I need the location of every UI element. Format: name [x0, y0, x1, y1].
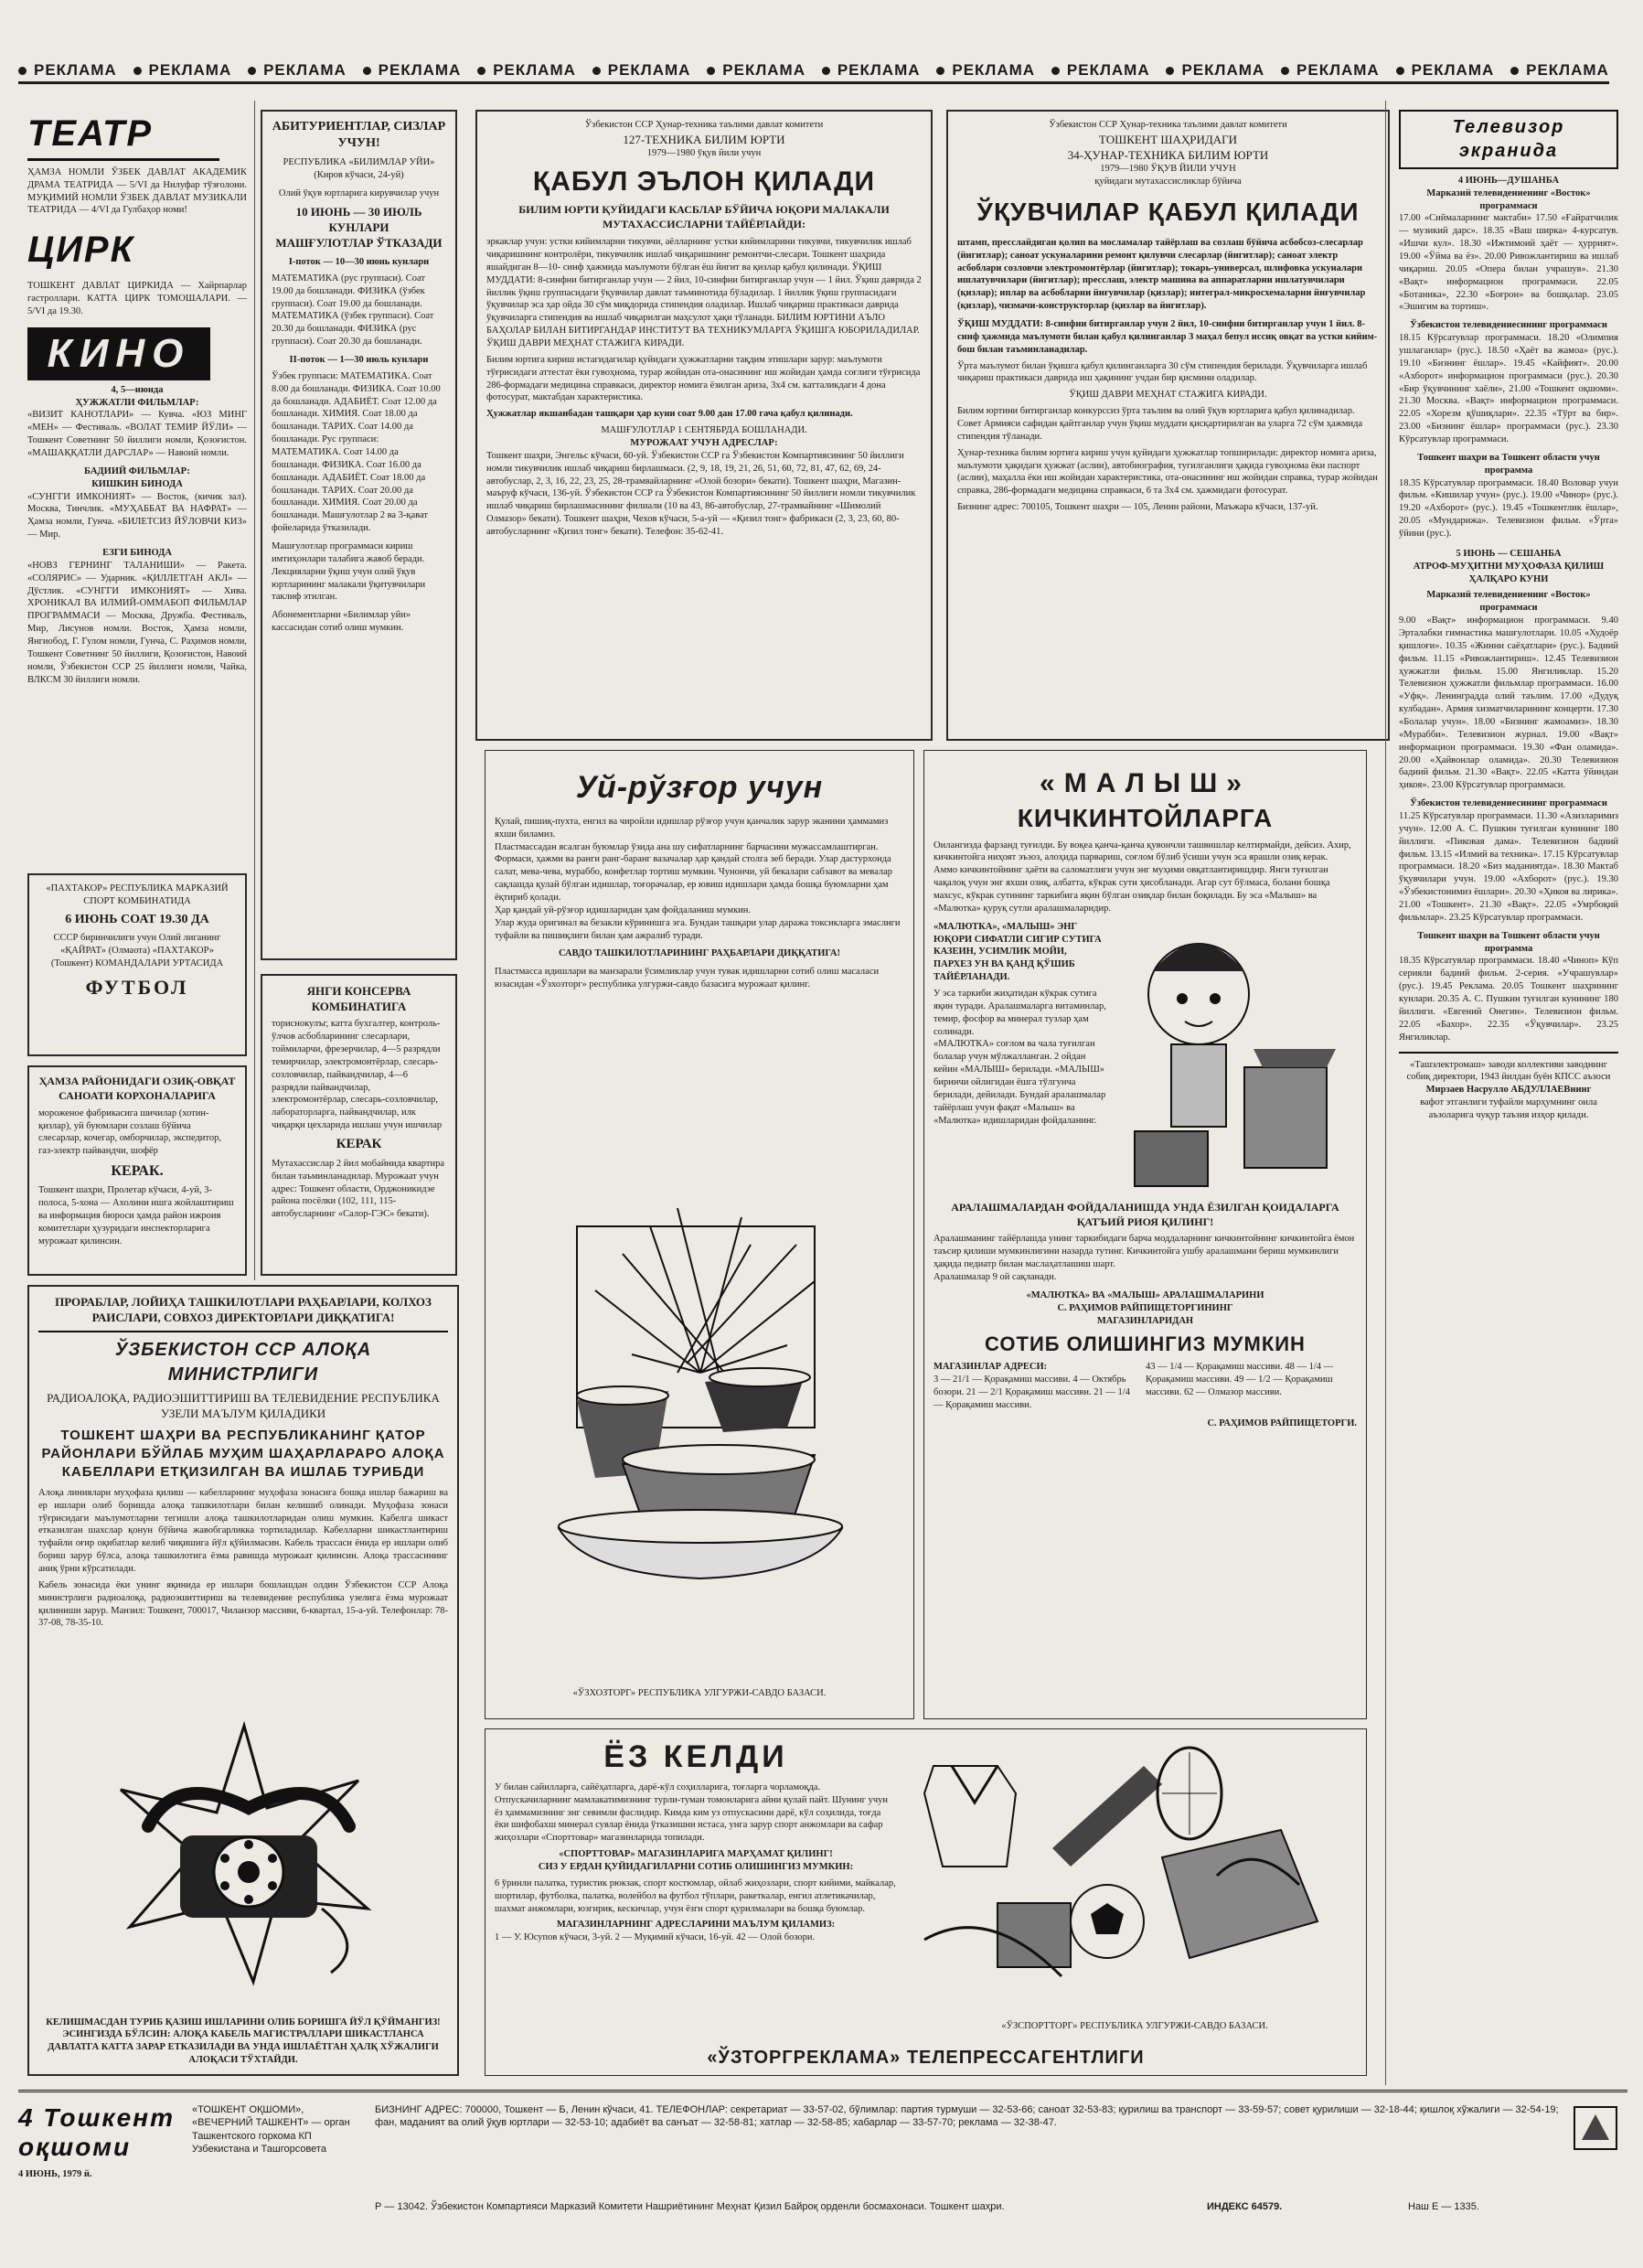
- adbar-label: РЕКЛАМА: [1526, 60, 1609, 79]
- applicants-stream-2: II-поток — 1—30 июль кунлари: [289, 355, 429, 365]
- tv-central-program-2: 9.00 «Вақт» информацион программаси. 9.40 Эрталабки гимнастика машғулотлари. 10.05 «Худоёр қишлоғи». 10.35 «Жинни саёҳатлари» (рус.). Бадиий фильм. 11.15 «Ривожлантириш». 12.45 Телевизион ҳужжатли фильм. 15.00 Янгиликлар. 15.20 Телевизион ҳужжатли фильмлар программаси. 16.00 «Уфқ». Ленинградда олий таълим. 17.00 «Дудуқ кулбадан». Армия хизматчиларининг концерти. 17.30 «Болалар учун». 18.00 «Бизнинг жамоамиз». 18.30 «Мурабби». Телевизион журнал. 19.00 «Вақт» информацион программаси. 19.30 «Фан оламида». 20.00 «Ҳайвонлар оламида». 20.30 Телевизион бадиий фильм. 21.30 «Вақт». 22.05 «Катта ўйиндан ҳикоя». 23.00 Кўрсатувлар программаси.: [1399, 615, 1618, 791]
- food-industry-jobs-ad: [27, 1065, 247, 1276]
- cannery-jobs-ad: [261, 974, 457, 1276]
- applicants-program-note: Машғулотлар программаси кириш имтиҳонлари талабига жавоб беради. Лекцияларни ўқиш учун олий ўқув юртларининг малакали ўқитувчилари таклиф этилган.: [272, 541, 426, 603]
- kino-winter-text: «СУНГГИ ИМКОНИЯТ» — Восток, (кичик зал). Москва, Тинчлик. «МУҲАББАТ ВА НАФРАТ» — Ҳамза номли, Гунча. «БИЛЕТСИЗ ЙЎЛОВЧИ КИЗ» — Мир.: [27, 491, 247, 540]
- adbar-label: РЕКЛАМА: [34, 60, 117, 79]
- malysh-brand: «МАЛЫШ»: [1040, 768, 1251, 798]
- household-p2: Пластмассадан ясалган буюмлар ўзида ана шу сифатларнинг барчасини мужассамлаштирган.: [495, 841, 879, 852]
- tech34-term: ЎҚИШ МУДДАТИ: 8-синфни битирганлар учун 2 йил, 10-синфни битирганлар учун 1 йил. 8-синф ҳажмида маълумоти билан қабул қилинганлар 3 маҳал бепул иссиқ овқат ва устки кийим-бош билан таъминланадилар.: [957, 319, 1378, 355]
- tech34-body: штамп, пресслайдиган қолип ва мосламалар тайёрлаш ва созлаш бўйича асбобсоз-слесарлар (йигитлар); саноат ускуналарини ремонт қилувчи слесарлар (йигитлар); саноат электр асбоблари созловчи электромонтёрлар (йигитлар); токарь-универсал, шлифовка ускуналари ишлатувчилари (йигитлар); пресслаш, электр машина ва аппаратларни ишлатувчилари (қизлар); иплар ва асбобларни йиғувчилар (қизлар); интеграл-микросхемаларни йиғувчилар (қизлар), чизмачи-конструкторлар (қизлар ва йигитлар).: [957, 237, 1366, 312]
- tv-tashkent-head: Тошкент шаҳри ва Тошкент области учун программа: [1417, 452, 1600, 476]
- adbar-label: РЕКЛАМА: [263, 60, 347, 79]
- applicants-stream-1-schedule: МАТЕМАТИКА (рус группаси). Соат 19.00 да бошланади. ФИЗИКА (ўзбек группаси). Соат 19.00 да бошланади. МАТЕМАТИКА (ўзбек группаси). Соат 20.30 да бошланади. ФИЗИКА (рус группаси). Соат 20.30 да бошланади.: [272, 273, 434, 348]
- malysh-buy: СОТИБ ОЛИШИНГИЗ МУМКИН: [985, 1332, 1306, 1356]
- tech127-lead: БИЛИМ ЮРТИ ҚУЙИДАГИ КАСБЛАР БЎЙИЧА ЮҚОРИ МАЛАКАЛИ МУТАХАССИСЛАРНИ ТАЙЁРЛАЙДИ:: [518, 203, 890, 231]
- summer-address-head: МАГАЗИНЛАРНИНГ АДРЕСЛАРИНИ МАЪЛУМ ҚИЛАМИЗ:: [556, 1920, 836, 1931]
- telephone-star-illustration: [93, 1717, 395, 1991]
- adbar-label: РЕКЛАМА: [837, 60, 921, 79]
- issue-date: 4 ИЮНЬ, 1979 й.: [18, 2169, 92, 2179]
- tv-date-monday: 4 ИЮНЬ—ДУШАНБА: [1457, 175, 1560, 186]
- cannery-title: ЯНГИ КОНСЕРВА КОМБИНАТИГА: [306, 984, 411, 1014]
- food-industry-needed: КЕРАК.: [111, 1163, 164, 1180]
- adbar-label: РЕКЛАМА: [493, 60, 576, 79]
- food-industry-address: Тошкент шаҳри, Пролетар кўчаси, 4-уй, 3-полоса, 5-хона — Ахолини ишга жойлаштириш ва информация бюроси ҳамда район ижроия комитетлари ҳузуридаги инспекторларига мурожаат қилинсин.: [38, 1185, 234, 1246]
- malysh-baby-food-ad: [923, 750, 1367, 1719]
- summer-call-2: СИЗ У ЕРДАН ҚУЙИДАГИЛАРНИ СОТИБ ОЛИШИНГИЗ МУМКИН:: [538, 1862, 854, 1873]
- publisher-info: «ТОШКЕНТ ОҚШОМИ», «ВЕЧЕРНИЙ ТАШКЕНТ» — орган Ташкентского горкома КП Узбекистана и Ташгорсовета: [192, 2104, 350, 2155]
- summer-headline: ЁЗ КЕЛДИ: [603, 1739, 788, 1774]
- summer-address: 1 — У. Юсупов кўчаси, 3-уй. 2 — Муқимий кўчаси, 16-уй. 42 — Олой бозори.: [495, 1932, 816, 1943]
- malysh-address-right: 43 — 1/4 — Қорақамиш массиви. 48 — 1/4 — Қорақамиш массиви. 49 — 1/2 — Қорақамиш массиви. 62 — Олмазор массиви.: [1146, 1362, 1334, 1398]
- tv-tashkent-program: 18.35 Кўрсатувлар программаси. 18.40 Воловар учун фильм. «Кишилар учун» (рус.). 19.00 «Чинор» (рус.). 19.20 «Ахборот» (рус.). 19.45 «Тошкентлик ёшлар», 20.05 «Мундарижа». Телевизион фильм. «Ўрта» ўйини (рус.).: [1399, 477, 1618, 539]
- applicants-courses-ad: [261, 110, 457, 960]
- bullet-icon: [363, 67, 371, 75]
- applicants-classes: МАШҒУЛОТЛАР ЎТКАЗАДИ: [275, 235, 443, 250]
- applicants-dates: 10 ИЮНЬ — 30 ИЮЛЬ КУНЛАРИ: [295, 204, 422, 234]
- ad-agency: «ЎЗТОРГРЕКЛАМА» ТЕЛЕПРЕССАГЕНТЛИГИ: [707, 2047, 1145, 2068]
- newspaper-footer: [18, 2090, 1627, 2245]
- adbar-label: РЕКЛАМА: [1181, 60, 1265, 79]
- tech34-graduates: Билим юртини битирганлар конкурссиз ўрта таълим ва олий ўқув юртларига қабул қилинадилар. Совет Армияси сафидан қайтганлар учун ўқиш муддати қисқартирилган ва уларга 72 сўм ҳажмида стипендия тўланади.: [957, 406, 1363, 442]
- tech34-documents: Ҳунар-техника билим юртига кириш учун қуйидаги ҳужжатлар топширилади: директор номига ариза, маълумоти ҳақидаги ҳужжат (аслии), автобиография, тугилганлиги ҳақида гувоҳнома ёки паспорт (аслии), маҳалла ёки иш жойидан характеристика, ота-онасининг иш жойидан справка, турар жойидан справка, 286-формадаги медицина справкаси, 6 та 3х4 см. ҳажмидаги фотосурат.: [957, 447, 1378, 497]
- tv-tashkent-head-2: Тошкент шаҳри ва Тошкент области учун программа: [1417, 930, 1600, 954]
- applicants-subtitle: РЕСПУБЛИКА «БИЛИМЛАР УЙИ» (Киров кўчаси, 24-уй): [283, 156, 435, 180]
- tv-logo: Телевизор экранида: [1399, 110, 1618, 169]
- malysh-slogan: «МАЛЮТКА», «МАЛЫШ» ЭНГ ЮҚОРИ СИФАТЛИ СИГИР СУТИГА КАЗЕИН, УСИМЛИК МОЙИ, ПАРХЕЗ УН ВА ҚАНД ҚЎШИБ ТАЙЁРЛАНАДИ.: [934, 921, 1102, 983]
- bullet-icon: [1510, 67, 1519, 75]
- tv-uz-head: Ўзбекистон телевидениесининг программаси: [1410, 320, 1607, 331]
- adbar-label: РЕКЛАМА: [378, 60, 462, 79]
- tech34-headline: ЎҚУВЧИЛАР ҚАБУЛ ҚИЛАДИ: [976, 197, 1360, 226]
- malysh-p4: «МАЛЮТКА» соғлом ва чала туғилган болалар учун мўлжалланган. 2 ойдан кейин «МАЛЫШ» берилади. «МАЛЫШ» биринчи ойлигидан ёшга тўлгунча берилади, дейилади. Бундай аралашмалар тайёрлаш учун фақат «Малыш» ва «Малютка» идишларидан фойдаланинг.: [934, 1039, 1106, 1126]
- tech127-headline: ҚАБУЛ ЭЪЛОН ҚИЛАДИ: [532, 166, 876, 197]
- obituary-tail: вафот этганлиги туфайли марҳумнинг оила аъзоларига чуқур таъзия изҳор қилади.: [1420, 1097, 1597, 1120]
- household-p6: Пластмасса идишлари ва манзарали ўсимликлар учун тувак идишларни сотиб олиш масаласи юзасидан «Ўзхозторг» республика улгуржи-савдо базасига мурожаат қилинг.: [495, 967, 880, 990]
- tech127-body: эркаклар учун: устки кийимларни тикувчи, аёлларнинг устки кийимларини тикувчи, тикувчилик ишлаб чиқаришнинг контролёри, тикувчилик ишлаб чиқаришнинг ремонтчи-слесари. Тошкент шаҳрида яшайдиган 8—10- синф ҳажмида маълумоти бўлган ёш йигит ва қизлар қабул қилинади. ЎҚИШ МУДДАТИ: 8-синфни битирганлар учун — 2 йил, 10-синфни битирганлар учун — 1 йил. Ўқиш даврида 2 йиллик ўқиш группасидаги ўқувчилар давлат таъминотида бўладилар. 1 йиллик ўқиш группасидаги ўқувчилар эса ҳар ойда 30 сўм миқдорида стипендия оладилар. Ишлаб чиқариш практикаси даврида ўқувчиларга стипендия ва ишлаб чиқарилган маҳсулот ҳақи тўланади. БИЛИМ ЮРТИНИ АЪЛО БАҲОЛАР БИЛАН БИТИРГАНДАР ИНСТИТУТ ВА ТЕХНИКУМЛАРГА ЎҚИШГА ЮБОРИЛАДИЛАР. ЎҚИШ ДАВРИ МЕҲНАТ СТАЖИГА КИРАДИ.: [486, 237, 922, 348]
- cannery-text-2: Мутахассислар 2 йил мобайнида квартира билан таъминланадилар. Мурожаат учун адрес: Тошкент области, Орджоникидзе района посёлки (102, 111, 115-автобусларнинг «Салор-ГЭС» бекати).: [272, 1158, 445, 1220]
- advertising-bar: [18, 59, 1609, 84]
- household-call: САВДО ТАШКИЛОТЛАРИНИНГ РАҲБАРЛАРИ ДИҚҚАТИГА!: [558, 948, 841, 959]
- tech-school-127-ad: [475, 110, 933, 741]
- malysh-headline: КИЧКИНТОЙЛАРГА: [1017, 803, 1274, 832]
- circus-logo: ЦИРК: [27, 230, 135, 271]
- tech127-institution: 127-ТЕХНИКА БИЛИМ ЮРТИ: [623, 132, 785, 146]
- masthead-page-number: 4: [18, 2103, 35, 2132]
- circus-text: ТОШКЕНТ ДАВЛАТ ЦИРКИДА — Хайрпарлар гастроллари. КАТТА ЦИРК ТОМОШАЛАРИ. — 5/VI да 19.30.: [27, 281, 247, 316]
- communications-body: Алоқа линиялари муҳофаза қилиш — кабелларнинг муҳофаза зонасига бошқа ишлар бажариш ва ер ишлари олиб боришда алоқа ташкилотлари билан келишиб олинади. Муҳофаза зонаси тўғрисидаги маълумотларни тегишли алоқа ташкилотларидан олиш мумкин. Кабелга шикаст етказилган шахслар қонун бўйича жавобгарликка тортиладилар. Кабелларни шикастлантириш туфайли оғир оқибатлар келиб чиқишига йўл қўйилмасин. Кабель трассаси ёнида ер ишлари олиб бориш зарур бўлса, алоқа ташкилотига ёзма равишда мурожаат қилинсин. Алоқа трассасининг аниқ ўрни кўрсатилади.: [38, 1487, 448, 1574]
- summer-call: «СПОРТТОВАР» МАГАЗИНЛАРИГА МАРҲАМАТ ҚИЛИНГ!: [559, 1849, 833, 1860]
- tv-uz-program-2: 11.25 Кўрсатувлар программаси. 11.30 «Азизларимиз учун». 12.00 А. С. Пушкин туғилган кунининг 180 йиллиги. «Пиковая дама». Телевизион бадиий фильм. 13.15 «Илмий ва техника». 17.15 Кўрсатувлар программаси. 18.20 «Биз маданиятда». 18.30 Мактаб ўқувчилари учун. 19.00 «Ахборот» (рус.). 19.30 «Ўзбекистонимиз ёшлари». 20.30 «Ҳикоя ва лирика». 21.00 «Тошкент». 21.30 «Вақт». 22.05 «Умрбоқий фильмлар». 23.25 Кўрсатувлар программаси.: [1399, 811, 1618, 923]
- malysh-p1: Оилангизда фарзанд туғилди. Бу воқеа қанча-қанча қувончли ташвишлар келтирмайди, дейсиз. Ахир, кичкинтойга ниҳоят эъзоз, алоҳида парвариш, соғлом бўлиб ўсиши учун эса ярашли озиқ керак.: [934, 840, 1351, 863]
- tech127-address: Тошкент шаҳри, Энгельс кўчаси, 60-уй. Ўзбекистон ССР га Ўзбекистон Компартиясининг 50 йиллиги номли тикувчилик ишлаб чиқариш бирлашмаси. (2, 9, 18, 19, 21, 26, 51, 60, 72, 81, 47, 62, 69, 24-автобуслар, 2, 3, 16, 22, 23, 25, 28-трамвайларнинг «Олой бозори» бекати). Тошкент шаҳри, Магазин-маъруф кўчаси, 136-уй. Ўзбекистон ССР га Ўзбекистон Компартиясининг 50 йиллиги номли тикувчилик ишлаб чиқариш бирлашмасининг филиали (10 ва 43, 86-автобуслар, 27-трамвайнинг «Шимолий Олмазор» бекати). Тошкент шаҳри, Чехов кўчаси, 5-а-уй — «Қизил тонг» фабрикаси (2, 3, 23, 60, 80-автобусларнинг «Қизил тонг» бекати). Телефон: 35-62-41.: [486, 450, 916, 538]
- sports-equipment-illustration: [915, 1738, 1354, 2013]
- summer-sports-ad: [485, 1728, 1367, 2076]
- kino-summer-text: «НОВЗ ГЕРНИНГ ТАЛАНИШИ» — Ракета. «СОЛЯРИС» — Ударник. «ҚИЛЛЕТГАН АКЛ» — Дўстлик. «СУНГГИ ИМКОНИЯТ» — Хива. ХРОНИКАЛ ВА ИЛМИЙ-ОММАБОП ФИЛЬМЛАР ПРОГРАММАСИ — Москва, Дружба. Фестиваль, Мир, Лисунов номли. Восток, Ҳамза номли, Янгиобод, Г. Гулом номли, Гунча, С. Раҳимов номли, Тошкент Советнинг 50 йиллиги, Қозоғистон, Навоий номли, Ўзбекистон ССР 25 йиллиги номли, Чайка, ВЛКСМ 30 йиллиги номли.: [27, 560, 247, 685]
- household-p4: Ҳар қандай уй-рўзғор идишларидан ҳам фойдаланиш мумкин.: [495, 904, 752, 915]
- kino-feature-head: БАДИИЙ ФИЛЬМЛАР:: [84, 465, 190, 476]
- cannery-text: ториснокулъг, катта бухгалтер, контроль-ўлчов асбобларининг слесарлари, тоймиларчи, фрезерчилар, 4—5 разрядли темирчилар, электромонтёрлар, слесарь-созловчилар, пайвандчилар, 4—6 разрядли пайвандчилар, электромонтёрлар, слесарь-созловчилар, лабораторларга, пайвандчилар, илк чиқарқн цехларида ишлаш учун ишчилар: [272, 1019, 443, 1131]
- communications-lead: ТОШКЕНТ ШАҲРИ ВА РЕСПУБЛИКАНИНГ ҚАТОР РАЙОНЛАРИ БЎЙЛАБ МУҲИМ ШАҲАРЛАРАРО АЛОҚА КАБЕЛЛАРИ ЕТҚИЗИЛГАН ВА ИШЛАБ ТУРИБДИ: [41, 1428, 445, 1480]
- tech34-supervisor: Ўзбекистон ССР Ҳунар-техника таълими давлат комитети: [1049, 120, 1287, 130]
- household-p1: Қулай, пишиқ-пухта, енгил ва чиройли идишлар рўзғор учун қанчалик зарур эканини ҳаммамиз яхши биламиз.: [495, 816, 889, 840]
- tech127-address-head: МУРОЖААТ УЧУН АДРЕСЛАР:: [630, 438, 778, 449]
- obituary: [1399, 1052, 1618, 1122]
- communications-body-2: Кабель зонасида ёки унинг яқинида ер ишлари бошлашдан олдин Ўзбекистон ССР Алоқа министрлиги радиоалоқа, радиоэшиттириш ва телевидение республика узелига ёзма мурожаат қилиниши зарур. Манзил: Тошкент, 700017, Чиланзор массиви, 6-квартал, 15-а-уй. Телефонлар: 78-37-08, 78-35-10.: [38, 1579, 448, 1629]
- malysh-address-left: 3 — 21/1 — Қорақамиш массиви. 4 — Октябрь бозори. 21 — 2/1 Қорақамиш массиви. 21 — 1/4 — Қорақамиш массиви.: [934, 1375, 1130, 1410]
- adbar-label: РЕКЛАМА: [1411, 60, 1495, 79]
- adbar-label: РЕКЛАМА: [148, 60, 232, 79]
- tv-date-tuesday: 5 ИЮНЬ — СЕШАНБА: [1456, 548, 1562, 559]
- household-p5: Улар жуда оригинал ва безакли кўринишга эга. Бундан ташқари улар даража токсикларга эмаслиги туфайли ва пишиқлиги билан ҳам ажралиб туради.: [495, 917, 901, 941]
- tech34-stazh: ЎҚИШ ДАВРИ МЕҲНАТ СТАЖИГА КИРАДИ.: [1069, 390, 1267, 401]
- editorial-address: БИЗНИНГ АДРЕС: 700000, Тошкент — Б, Ленин кўчаси, 41. ТЕЛЕФОНЛАР: секретариат — 33-57-02, бўлимлар: партия турмуши — 32-53-66; саноат 32-53-83; қурилиш ва транспорт — 33-59-57; совет қурилиши — 32-18-44; қишлоқ хўжалиги — 32-54-19; фан, маданият ва олий ўқув юртлари — 32-53-10; адабиёт ва санъат — 32-58-81; хатлар — 32-58-85; хабарлар — 33-57-70; реклама — 32-38-47.: [375, 2104, 1559, 2129]
- tv-tashkent-program-2: 18.35 Кўрсатувлар программаси. 18.40 «Чиноп» Кўп серияли бадиий фильм. 2-серия. «Учрашувлар» (рус.). 19.45 Реклама. 20.05 Тошкент шаҳрининг кунлари. 20.35 А. С. Пушкин туғилган кунининг 180 йиллиги. «Евгений Онегин». Телевизион фильм. 22.05 «Бахор». 22.35 «Ўқувчилар». 23.25 Янгиликлар.: [1399, 956, 1618, 1043]
- pakhtakor-subtitle: СССР биринчилиги учун Олий лиганинг «ҚАЙРАТ» (Олмаота) «ПАХТАКОР» (Тошкент) КОМАНДАЛАРИ УРТАСИДА: [50, 933, 224, 968]
- adbar-label: РЕКЛАМА: [607, 60, 691, 79]
- obituary-text: «Ташэлектромаш» заводи коллективи заводнинг собиқ директори, 1943 йилдан буён КПСС аъзоси: [1406, 1059, 1611, 1083]
- column-rule: [254, 101, 255, 1280]
- tech34-years: 1979—1980 ЎҚУВ ЙИЛИ УЧУН: [1100, 164, 1236, 175]
- column-rule: [1385, 101, 1386, 2085]
- kino-date: 4, 5—июнда: [111, 384, 164, 395]
- tv-central-head-2: Марказий телевидениенинг «Восток» программаси: [1426, 590, 1591, 614]
- communications-ministry-ad: [27, 1285, 459, 2076]
- bullet-icon: [592, 67, 601, 75]
- household-headline: Уй-рўзғор учун: [575, 770, 824, 805]
- bullet-icon: [18, 67, 27, 75]
- household-base: «ЎЗХОЗТОРГ» РЕСПУБЛИКА УЛГУРЖИ-САВДО БАЗАСИ.: [572, 1688, 827, 1699]
- applicants-stream-2-schedule: Ўзбек группаси: МАТЕМАТИКА. Соат 8.00 да бошланади. ФИЗИКА. Соат 10.00 да бошланади. АДАБИЁТ. Соат 12.00 да бошланади. ХИМИЯ. Соат 18.00 да бошланади. ТАРИХ. Соат 14.00 да бошланади. Рус группаси: МАТЕМАТИКА. Соат 14.00 да бошланади. ФИЗИКА. Соат 16.00 да бошланади. АДАБИЁТ. Соат 18.00 да бошланади. ТАРИХ. Соат 20.00 да бошланади. ХИМИЯ. Соат 20.00 да бошланади. Машғулотлар 2 ва 3-қават фойеларида ўтказилади.: [272, 370, 441, 534]
- food-industry-text: мороженое фабрикасига шичилар (хотин-қизлар), уй буюмлари созлаш бўйича слесарлар, кочегар, омборчилар, экспедитор, газ-электр пайвандчи, шофёр: [38, 1107, 221, 1157]
- index-number: ИНДЕКС 64579.: [1207, 2201, 1283, 2212]
- tv-environment-day: АТРОФ-МУҲИТНИ МУҲОФАЗА ҚИЛИШ ҲАЛҚАРО КУНИ: [1413, 561, 1605, 584]
- pakhtakor-sport: ФУТБОЛ: [85, 975, 189, 999]
- pakhtakor-football-ad: [27, 873, 247, 1056]
- communications-ministry-title: ЎЗБЕКИСТОН ССР АЛОҚА МИНИСТРЛИГИ: [114, 1340, 372, 1385]
- bullet-icon: [936, 67, 944, 75]
- tech34-tail: қуйидаги мутахассисликлар бўйича: [1094, 177, 1242, 187]
- malysh-p5: Аралашманинг тайёрлашда унинг таркибидаги барча моддаларнинг кичкинтойнинг кичкинтойга ёмон таъсир қилиши мумкинлигини назарда тутинг. Кичкинтойга ушбу аралашмани бериш мумкинлиги ҳақида педиатр билан маслаҳатлашиш шарт.: [934, 1234, 1355, 1270]
- applicants-stream-1: I-поток — 10—30 июнь кунлари: [288, 256, 430, 267]
- tv-program-column: [1399, 110, 1618, 2076]
- kino-subhead: ҲУЖЖАТЛИ ФИЛЬМЛАР:: [75, 397, 199, 408]
- household-goods-ad: [485, 750, 914, 1719]
- pots-and-plants-illustration: [540, 1190, 860, 1610]
- food-industry-headline: ҲАМЗА РАЙОНИДАГИ ОЗИҚ-ОВҚАТ САНОАТИ КОРХОНАЛАРИГА: [38, 1075, 236, 1102]
- tech127-years: 1979—1980 ўқув йили учун: [646, 148, 762, 159]
- adbar-label: РЕКЛАМА: [1066, 60, 1150, 79]
- tech34-institution: 34-ҲУНАР-ТЕХНИКА БИЛИМ ЮРТИ: [1067, 148, 1269, 163]
- masthead-title: Тошкент оқшоми: [18, 2103, 175, 2161]
- tech127-documents: Билим юртига кириш истагидагилар қуйидаги ҳужжатларни тақдим этишлари зарур: маълумоти тўғрисидаги аттестат ёки гувоҳнома, турар жойидан ота-онасининг иш жойидан ҳамда соғлиги тўғрисида 286-формадаги медицина справкаси, директор номига ёзилган ариза, 3х4 см. катталикдаги 4 дона фотосурат, мактабдан характеристика.: [486, 354, 921, 403]
- tech34-stipend: Ўрта маълумот билан ўқишга қабул қилинганларга 30 сўм стипендия берилади. Ўқувчиларга ишлаб чиқариш практикаси даврида иш ҳақининг учдан бир қисмини оладилар.: [957, 360, 1368, 384]
- printing-info: Р — 13042. Ўзбекистон Компартияси Марказий Комитети Нашриётининг Меҳнат Қизил Байроқ орденли босмахонаси. Тошкент шаҳри.: [375, 2201, 1005, 2212]
- bullet-icon: [1281, 67, 1289, 75]
- communications-attention: ПРОРАБЛАР, ЛОЙИҲА ТАШКИЛОТЛАРИ РАҲБАРЛАРИ, КОЛХОЗ РАИСЛАРИ, СОВХОЗ ДИРЕКТОРЛАРИ ДИҚҚАТИГА!: [55, 1295, 432, 1325]
- bullet-icon: [133, 67, 142, 75]
- adbar-label: РЕКЛАМА: [952, 60, 1036, 79]
- kino-logo: КИНО: [27, 327, 210, 380]
- malysh-stores-head-3: МАГАЗИНЛАРИДАН: [1096, 1315, 1194, 1326]
- bullet-icon: [1396, 67, 1404, 75]
- malysh-p2: Аммо кичкинтойнинг ҳаёти ва саломатлиги учун энг муҳими овқатлантиришдир. Янги туғилган чақалоқ учун энг яхши озиқ, албатта, кўкрак сути ҳисобланади. Агар сут бўлмаса, болани бошқа махсус, кўкрак сутининг таркибига яқин бўлган озиқлар билан боқилади. Бу эса «Малыш» ва «Малютка» қуруқ сутли аралашмаларидир.: [934, 865, 1330, 914]
- tech34-city: ТОШКЕНТ ШАҲРИДАГИ: [1098, 132, 1238, 146]
- summer-base: «ЎЗСПОРТТОРГ» РЕСПУБЛИКА УЛГУРЖИ-САВДО БАЗАСИ.: [1001, 2021, 1268, 2031]
- malysh-p3: У эса таркиби жиҳатидан кўкрак сутига яқин туради. Аралашмаларга витаминлар, темир, фосфор ва минерал тузлар ҳам солинади.: [934, 989, 1106, 1037]
- applicants-title: АБИТУРИЕНТЛАР, СИЗЛАР УЧУН!: [272, 120, 446, 151]
- malysh-p6: Аралашмалар 9 ой сақланади.: [934, 1271, 1057, 1282]
- malysh-warning: АРАЛАШМАЛАРДАН ФОЙДАЛАНИШДА УНДА ЁЗИЛГАН ҚОИДАЛАРГА ҚАТЪИЙ РИОЯ ҚИЛИНГ!: [951, 1200, 1339, 1228]
- malysh-signature: С. РАҲИМОВ РАЙПИЩЕТОРГИ.: [1207, 1418, 1357, 1428]
- tech127-supervisor: Ўзбекистон ССР Ҳунар-техника таълими давлат комитети: [584, 120, 824, 130]
- emblem-icon: [1573, 2105, 1618, 2151]
- bullet-icon: [822, 67, 830, 75]
- obituary-name: Мирзаев Насрулло АБДУЛЛАЕВнинг: [1425, 1085, 1592, 1096]
- bullet-icon: [248, 67, 256, 75]
- pakhtakor-date: 6 ИЮНЬ СОАТ 19.30 ДА: [65, 912, 209, 926]
- tech127-start: МАШҒУЛОТЛАР 1 СЕНТЯБРДА БОШЛАНАДИ.: [601, 425, 807, 436]
- order-number: Наш Е — 1335.: [1408, 2201, 1479, 2212]
- applicants-intro: Олий ўқув юртларига кирувчилар учун: [278, 187, 440, 198]
- applicants-tickets-note: Абонементларни «Билимлар уйи» кассасидан сотиб олиш мумкин.: [272, 610, 411, 634]
- malysh-stores-head-1: «МАЛЮТКА» ВА «МАЛЫШ» АРАЛАШМАЛАРИНИ: [1026, 1289, 1264, 1300]
- malysh-stores-head-2: С. РАҲИМОВ РАЙПИЩЕТОРГИНИНГ: [1057, 1302, 1233, 1313]
- tv-uz-program: 18.15 Кўрсатувлар программаси. 18.20 «Олимпия ушлаганлар» (рус.). 18.50 «Ҳаёт ва жамоа» (рус.). 19.10 «Бизнинг ёшлар». 19.45 «Кайфият». 20.00 «Ахборот» информацион программаси (рус.). 20.30 «Бир ўқувчининг хаёли», 21.00 «Тошкент оқшоми». 21.30 Москва. «Вақт» информацион программаси. 22.05 «Хорезм қўшиқлари». 22.35 «Тўрт ва бир». 23.00 «Бизнинг ёшлар» программаси (рус.). 23.30 Кўрсатувлар программаси.: [1399, 333, 1618, 444]
- household-p3: Формаси, ҳажми ва ранги ранг-баранг вазачалар ҳар қандай столга зеб беради. Улар дастурхонда салат, мева-чева, мураббо, конфетлар тортиш мумкин. Чунончи, уй бекалари сабзавот ва мевалар сақлашда қулай бўлган идишлар, тоғорачалар, ер ювиш идишлари ҳамда бошқа буюмларни ҳам ёқтириб қолади.: [495, 854, 892, 904]
- bullet-icon: [1051, 67, 1060, 75]
- kino-summer-head: ЕЗГИ БИНОДА: [102, 548, 172, 558]
- bullet-icon: [477, 67, 485, 75]
- theatre-text: ҲАМЗА НОМЛИ ЎЗБЕК ДАВЛАТ АКАДЕМИК ДРАМА ТЕАТРИДА — 5/VI да Нилуфар тўзғолони. МУҚИМИЙ НОМЛИ ЎЗБЕК ДАВЛАТ МУЗИКАЛИ ТЕАТРИДА — 4/VI да Гулбаҳор номи!: [27, 166, 247, 216]
- child-with-bottle-illustration: [1116, 921, 1354, 1195]
- cannery-needed: КЕРАК: [336, 1137, 382, 1152]
- bullet-icon: [1166, 67, 1174, 75]
- communications-subtitle: РАДИОАЛОҚА, РАДИОЭШИТТИРИШ ВА ТЕЛЕВИДЕНИЕ РЕСПУБЛИКА УЗЕЛИ МАЪЛУМ ҚИЛАДИКИ: [47, 1391, 440, 1421]
- communications-warning: КЕЛИШМАСДАН ТУРИБ ҚАЗИШ ИШЛАРИНИ ОЛИБ БОРИШГА ЙЎЛ ҚЎЙМАНГИЗ! ЭСИНГИЗДА БЎЛСИН: АЛОҚА КАБЕЛЬ МАГИСТРАЛЛАРИ ШИКАСТЛАНСА ДАВЛАТГА КАТТА ЗАРАР ЕТКАЗИЛАДИ ВА УНДА ИШЛАЁТГАН ҲАЛҚ ХЎЖАЛИГИ АЛОҚАСИ ТЎХТАЙДИ.: [46, 2017, 441, 2066]
- malysh-address-head: МАГАЗИНЛАР АДРЕСИ:: [934, 1362, 1048, 1373]
- theatre-logo: ТЕАТР: [27, 110, 219, 161]
- tv-uz-head-2: Ўзбекистон телевидениесининг программаси: [1410, 798, 1607, 809]
- bullet-icon: [707, 67, 715, 75]
- summer-p1: У билан сайилларга, сайёҳатларга, дарё-кўл соҳилларига, тоғларга чорламоқда. Отпускачиларнинг мамлакатимизнинг турли-туман томонларига айни қулай пайт. Шунинг учун ёз ҳаммамизнинг энг севимли фаслидир. Кимда ким уз отпускасини дарё, кўл соҳилида, тоғда ёки шифобахш минерал сувлар ёнида ўтказишни истаса, унга зарур спорт анжомлари ва сафар жиҳозлари «Спорттовар» магазинларида топилади.: [495, 1781, 888, 1844]
- adbar-label: РЕКЛАМА: [1296, 60, 1380, 79]
- adbar-label: РЕКЛАМА: [722, 60, 805, 79]
- pakhtakor-title: «ПАХТАКОР» РЕСПУБЛИКА МАРКАЗИЙ СПОРТ КОМБИНАТИДА: [46, 883, 229, 906]
- kino-documentaries: «ВИЗИТ КАНОТЛАРИ» — Кувча. «ЮЗ МИНГ «МЕН» — Фестиваль. «ВОЛАТ ТЕМИР ЙЎЛИ» — Тошкент Советнинг 50 йиллиги номли, Қозоғистон. «МАШАҚҚАТЛИ ДАРСЛАР» — Навоий номли.: [27, 410, 247, 458]
- tech-school-34-ad: [946, 110, 1390, 741]
- kino-winter-head: КИШКИН БИНОДА: [91, 478, 183, 489]
- tv-central-program: 17.00 «Сиймаларнинг мактаби» 17.50 «Ғайратчилик — музикий дарс». 18.35 «Ваш ширка» 4-курсатув. «Ишчи кул». 18.30 «Ижтимоий ҳаёт — ҳуррият». 19.00 «Ўйма ва ёз». 20.00 Ривожлантириш ва ишлаб чиқариш. 20.05 «Опера билан учрашув». 21.30 «Вақт» информацион программаси. 22.05 «Ботаника», 22.30 «Боғрон» ва бошқалар. 23.05 «Эшигим ва тортиш».: [1399, 213, 1618, 313]
- tech127-hours: Ҳужжатлар якшанбадан ташқари ҳар куни соат 9.00 дан 17.00 гача қабул қилинади.: [486, 409, 853, 420]
- tech34-address: Бизнинг адрес: 700105, Тошкент шаҳри — 105, Ленин райони, Маъжара кўчаси, 137-уй.: [957, 502, 1318, 513]
- tv-central-head: Марказий телевидениенинг «Восток» программаси: [1426, 187, 1591, 211]
- summer-items: 6 ўринли палатка, туристик рюкзак, спорт костюмлар, ойлаб жиҳозлари, спорт кийими, майкалар, шортилар, футболка, палатка, волейбол ва футбол тўплари, ракеткалар, енгил атлетикачилар, шахмат анжомлари, юзгирик, кескичлар, учун ёзги спорт қурилмалари ва бошқа буюмлар.: [495, 1878, 896, 1914]
